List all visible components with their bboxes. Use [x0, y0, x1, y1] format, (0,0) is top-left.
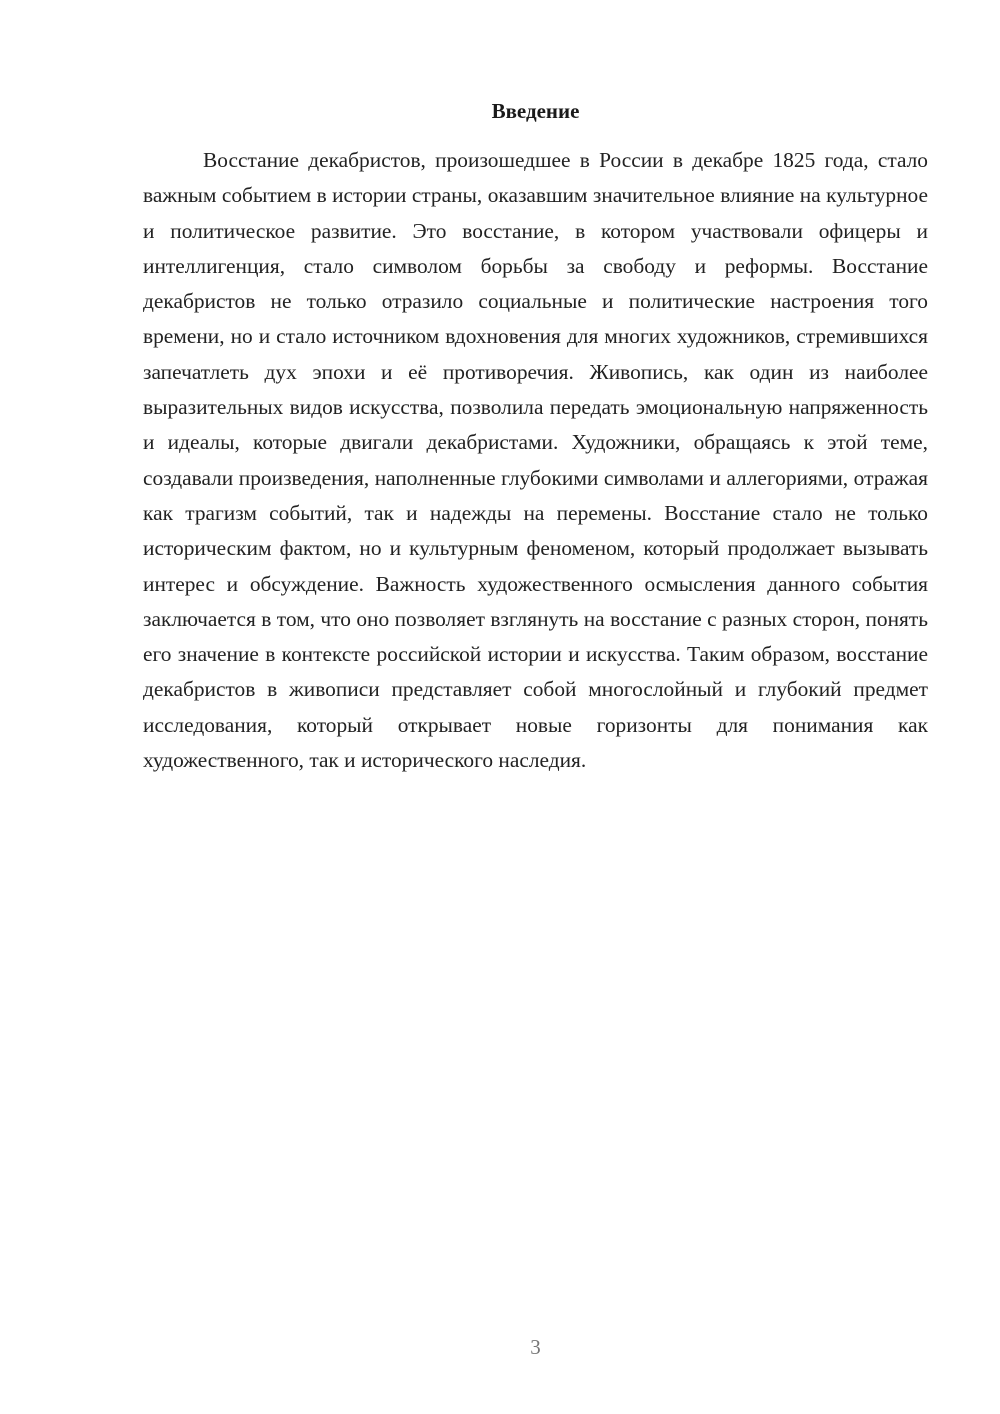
introduction-paragraph: Восстание декабристов, произошедшее в России в декабре 1825 года, стало важным событием в истории страны, оказавшим значительное влияние на культурное и политическое развитие. Это восстание, в котором участвовали офицеры и интеллигенция, стало символом борьбы за свободу и реформы. Восстание декабристов не только отразило социальные и политические настроения того времени, но и стало источником вдохновения для многих художников, стремившихся запечатлеть дух эпохи и её противоречия. Живопись, как один из наиболее выразительных видов искусства, позволила передать эмоциональную напряженность и идеалы, которые двигали декабристами. Художники, обращаясь к этой теме, создавали произведения, наполненные глубокими символами и аллегориями, отражая как трагизм событий, так и надежды на перемены. Восстание стало не только историческим фактом, но и культурным феноменом, который продолжает вызывать интерес и обсуждение. Важность художественного осмысления данного события заключается в том, что оно позволяет взглянуть на восстание с разных сторон, понять его значение в контексте российской истории и искусства. Таким образом, восстание декабристов в живописи представляет собой многослойный и глубокий предмет исследования, который открывает новые горизонты для понимания как художественного, так и исторического наследия. — [143, 148, 928, 773]
section-heading: Введение — [491, 99, 580, 123]
page-number: 3 — [530, 1335, 541, 1359]
